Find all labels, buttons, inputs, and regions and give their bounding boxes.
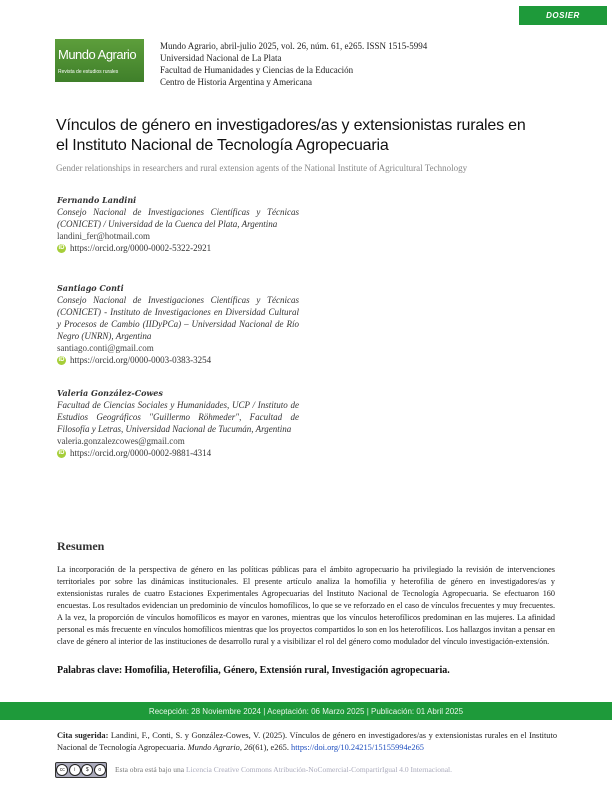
logo-subtitle: Revista de estudios rurales xyxy=(58,69,119,75)
author-email[interactable]: landini_fer@hotmail.com xyxy=(57,231,151,241)
citation-volume: 26 xyxy=(244,743,253,752)
citation-rest: (61), e265. xyxy=(252,743,289,752)
keywords xyxy=(57,665,450,676)
author-name: Fernando Landini xyxy=(57,195,137,205)
author-orcid[interactable] xyxy=(57,354,299,366)
author-affiliation: Facultad de Ciencias Sociales y Humanidades, UCP / Instituto de Estudios Geográficos "Guillermo Röhmeder", Facultad de Filosofía y Letras, Universidad Nacional de Tucumán, Argentina xyxy=(57,400,299,434)
keywords-label: Palabras clave: xyxy=(57,665,123,676)
pub-info-line: Universidad Nacional de La Plata xyxy=(160,53,282,63)
orcid-icon: iD xyxy=(58,245,65,251)
author-email[interactable]: santiago.conti@gmail.com xyxy=(57,343,154,353)
orcid-icon: iD xyxy=(58,450,65,456)
abstract-text: La incorporación de la perspectiva de género en las políticas públicas para el ámbito agropecuario ha privilegiado la revisión de intervenciones territoriales por sobre las dinámicas institucionales. El presente artículo analiza la homofilia y heterofilia de género en investigadores/as y extensionistas rurales de cuatro Estaciones Experimentales Agropecuarias del Instituto Nacional de Tecnología Agropecuaria. Se efectuaron 160 encuestas. Los resultados evidencian un predominio de vínculos homofílicos, lo que se ve reforzado en el caso de vínculos frecuentes y muy frecuentes. A la vez, la proporción de vínculos homofílicos es mayor en varones, mientras que los vínculos heterofílicos predominan en las mujeres. La afinidad personal es más frecuente en vínculos homofílicos mientras que los proyectos compartidos lo son en los heterofílicos. Los hallazgos invitan a pensar en clave de género al interior de las instituciones de desarrollo rural y a visibilizar el rol del género como modulador del vínculo investigación-extensión. xyxy=(57,565,555,646)
author-block xyxy=(57,387,299,459)
citation-journal: Mundo Agrario, xyxy=(187,743,242,752)
keywords-list: Homofilia, Heterofilia, Género, Extensión rural, Investigación agropecuaria. xyxy=(124,665,450,676)
author-orcid[interactable] xyxy=(57,242,299,254)
author-affiliation: Consejo Nacional de Investigaciones Científicas y Técnicas (CONICET) / Universidad de la Cuenca del Plata, Argentina xyxy=(57,207,299,229)
dates-band: Recepción: 28 Noviembre 2024 | Aceptación: 06 Marzo 2025 | Publicación: 01 Abril 2025 xyxy=(0,702,612,720)
publication-info xyxy=(160,40,427,88)
orcid-link[interactable]: https://orcid.org/0000-0003-0383-3254 xyxy=(70,355,212,365)
license-link[interactable]: Licencia Creative Commons Atribución-NoComercial-CompartirIgual 4.0 Internacional. xyxy=(186,765,452,774)
citation-label: Cita sugerida: xyxy=(57,731,109,740)
citation-text: Landini, F., Conti, S. y González-Cowes, V. (2025). Vínculos de género en investigadores/as y extensionistas rurales en el Instituto Nacional de Tecnología Agropecuaria. xyxy=(57,731,558,752)
article-title: Vínculos de género en investigadores/as y extensionistas rurales en el Instituto Nacional de Tecnología Agropecuaria xyxy=(56,117,526,154)
author-orcid[interactable] xyxy=(57,447,299,459)
author-block xyxy=(57,282,299,366)
orcid-link[interactable]: https://orcid.org/0000-0002-5322-2921 xyxy=(70,243,212,253)
pub-info-line: Centro de Historia Argentina y Americana xyxy=(160,77,313,87)
by-icon: i xyxy=(69,764,81,776)
author-name: Santiago Conti xyxy=(57,283,124,293)
section-badge: DOSIER xyxy=(519,6,607,25)
pub-info-line: Mundo Agrario, abril-julio 2025, vol. 26, núm. 61, e265. ISSN 1515-5994 xyxy=(160,41,428,51)
cc-icon: cc xyxy=(56,764,68,776)
license-prefix: Esta obra está bajo una xyxy=(115,765,185,774)
license-text xyxy=(115,765,452,774)
pub-info-line: Facultad de Humanidades y Ciencias de la Educación xyxy=(160,65,354,75)
orcid-icon: iD xyxy=(58,357,65,363)
author-email[interactable]: valeria.gonzalezcowes@gmail.com xyxy=(57,436,185,446)
journal-logo xyxy=(55,39,144,82)
logo-title: Mundo Agrario xyxy=(58,47,137,62)
doi-link[interactable]: https://doi.org/10.24215/15155994e265 xyxy=(291,743,424,752)
author-name: Valeria González-Cowes xyxy=(57,388,163,398)
article-title-english: Gender relationships in researchers and rural extension agents of the National Institute of Agricultural Technology xyxy=(56,163,468,173)
orcid-link[interactable]: https://orcid.org/0000-0002-9881-4314 xyxy=(70,448,212,458)
author-affiliation: Consejo Nacional de Investigaciones Científicas y Técnicas (CONICET) - Instituto de Investigaciones en Diversidad Cultural y Procesos de Cambio (IIDyPCa) – Universidad Nacional de Río Negro (UNRN), Argentina xyxy=(57,295,299,341)
abstract-heading: Resumen xyxy=(57,539,105,553)
sa-icon: o xyxy=(94,764,106,776)
author-block xyxy=(57,194,299,254)
suggested-citation xyxy=(57,730,557,754)
nc-icon: $ xyxy=(81,764,93,776)
creative-commons-icon[interactable] xyxy=(55,762,107,778)
